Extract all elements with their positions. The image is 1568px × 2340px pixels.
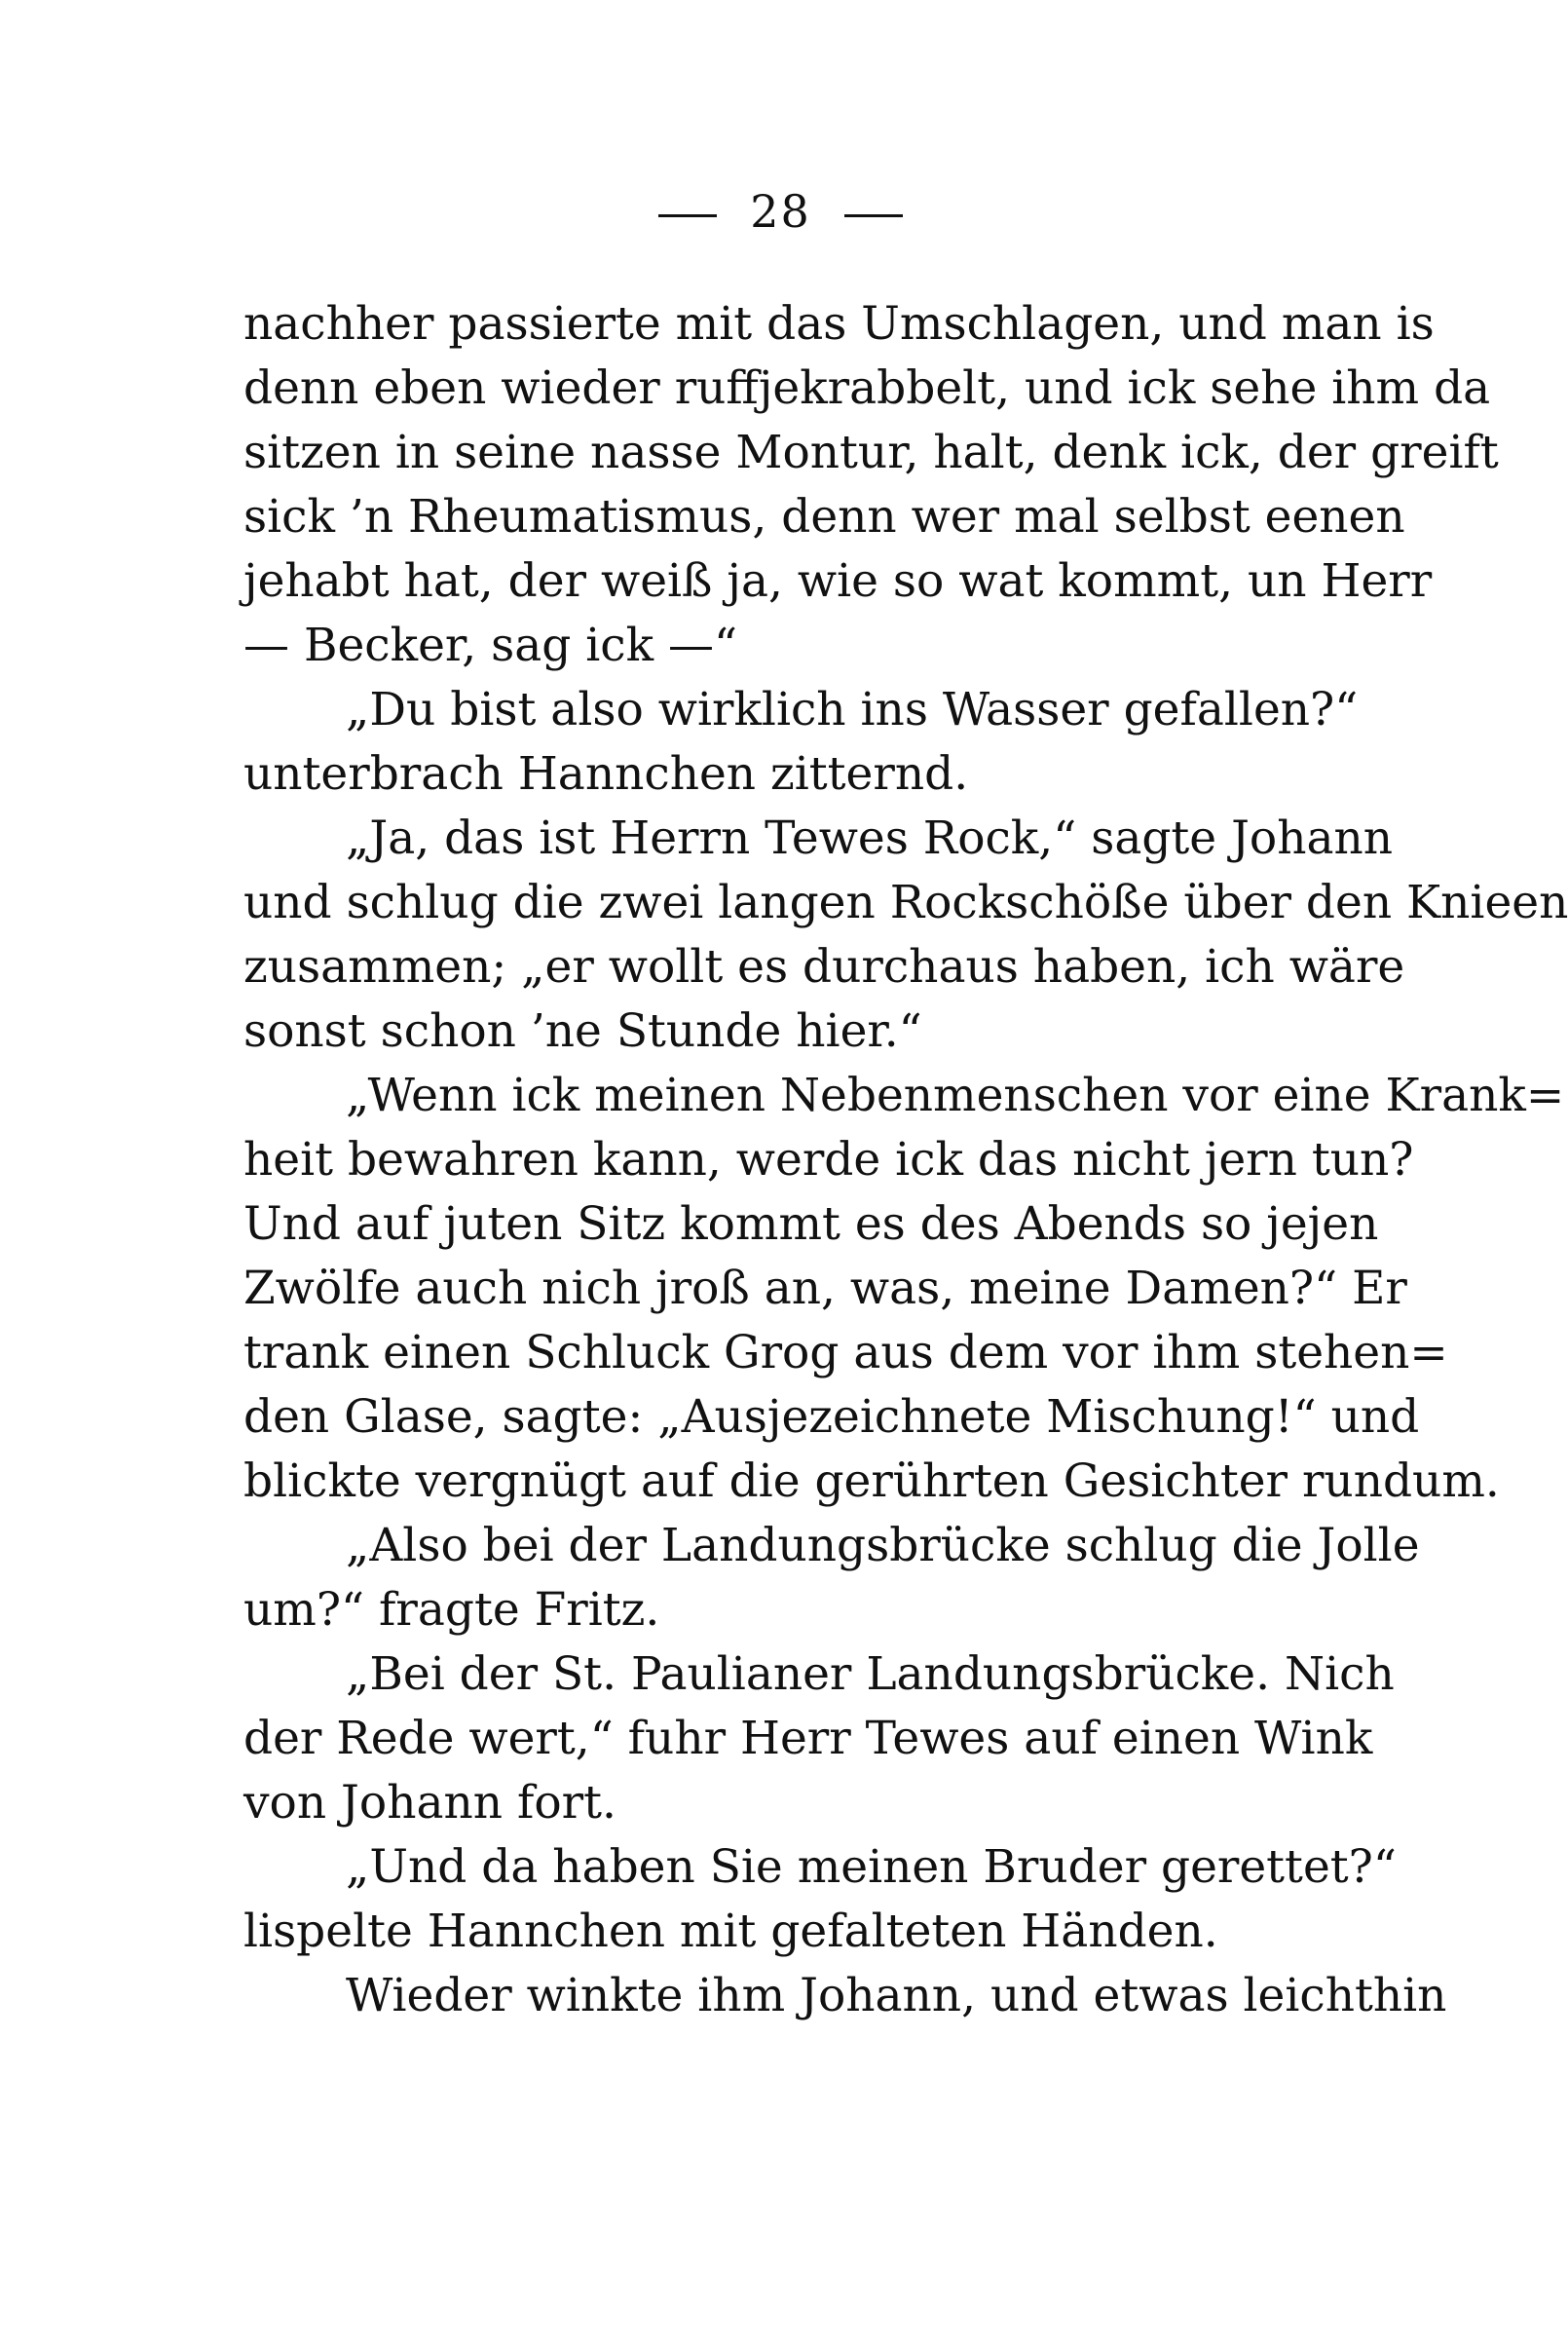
text-line: jehabt hat, der weiß ja, wie so wat kommt, un Herr bbox=[243, 554, 1433, 608]
text-line: — Becker, sag ick —“ bbox=[243, 619, 738, 672]
text-line: unterbrach Hannchen zitternd. bbox=[243, 747, 969, 801]
text-line: den Glase, sagte: „Ausjezeichnete Mischung!“ und bbox=[243, 1390, 1420, 1444]
text-line: „Bei der St. Paulianer Landungsbrücke. Nich bbox=[346, 1647, 1395, 1701]
text-line: lispelte Hannchen mit gefalteten Händen. bbox=[243, 1905, 1218, 1958]
text-line: um?“ fragte Fritz. bbox=[243, 1583, 660, 1637]
text-line: „Du bist also wirklich ins Wasser gefallen?“ bbox=[346, 683, 1359, 736]
text-line: sick ’n Rheumatismus, denn wer mal selbst eenen bbox=[243, 490, 1405, 544]
dash-right bbox=[844, 214, 903, 217]
text-line: „Ja, das ist Herrn Tewes Rock,“ sagte Johann bbox=[346, 811, 1394, 865]
text-line: von Johann fort. bbox=[243, 1776, 616, 1830]
text-line: „Also bei der Landungsbrücke schlug die Jolle bbox=[346, 1519, 1420, 1572]
text-line: nachher passierte mit das Umschlagen, und man is bbox=[243, 297, 1435, 351]
dash-left bbox=[658, 214, 717, 217]
text-line: „Wenn ick meinen Nebenmenschen vor eine Krank= bbox=[346, 1069, 1565, 1122]
text-line: „Und da haben Sie meinen Bruder gerettet?“ bbox=[346, 1840, 1397, 1894]
text-line: zusammen; „er wollt es durchaus haben, ich wäre bbox=[243, 940, 1405, 994]
text-line: blickte vergnügt auf die gerührten Gesichter rundum. bbox=[243, 1454, 1500, 1508]
text-line: Wieder winkte ihm Johann, und etwas leichthin bbox=[346, 1969, 1447, 2022]
text-line: und schlug die zwei langen Rockschöße über den Knieen bbox=[243, 876, 1568, 929]
page-number bbox=[0, 185, 1561, 238]
text-line: heit bewahren kann, werde ick das nicht jern tun? bbox=[243, 1133, 1414, 1187]
text-line: der Rede wert,“ fuhr Herr Tewes auf einen Wink bbox=[243, 1712, 1373, 1765]
text-line: Und auf juten Sitz kommt es des Abends so jejen bbox=[243, 1197, 1379, 1251]
text-line: sitzen in seine nasse Montur, halt, denk ick, der greift bbox=[243, 426, 1499, 479]
text-line: Zwölfe auch nich jroß an, was, meine Damen?“ Er bbox=[243, 1262, 1407, 1315]
text-line: sonst schon ’ne Stunde hier.“ bbox=[243, 1004, 922, 1058]
text-line: trank einen Schluck Grog aus dem vor ihm stehen= bbox=[243, 1326, 1448, 1379]
page-number-value: 28 bbox=[750, 185, 811, 238]
text-line: denn eben wieder ruffjekrabbelt, und ick sehe ihm da bbox=[243, 361, 1491, 415]
body-text bbox=[243, 292, 1568, 2028]
